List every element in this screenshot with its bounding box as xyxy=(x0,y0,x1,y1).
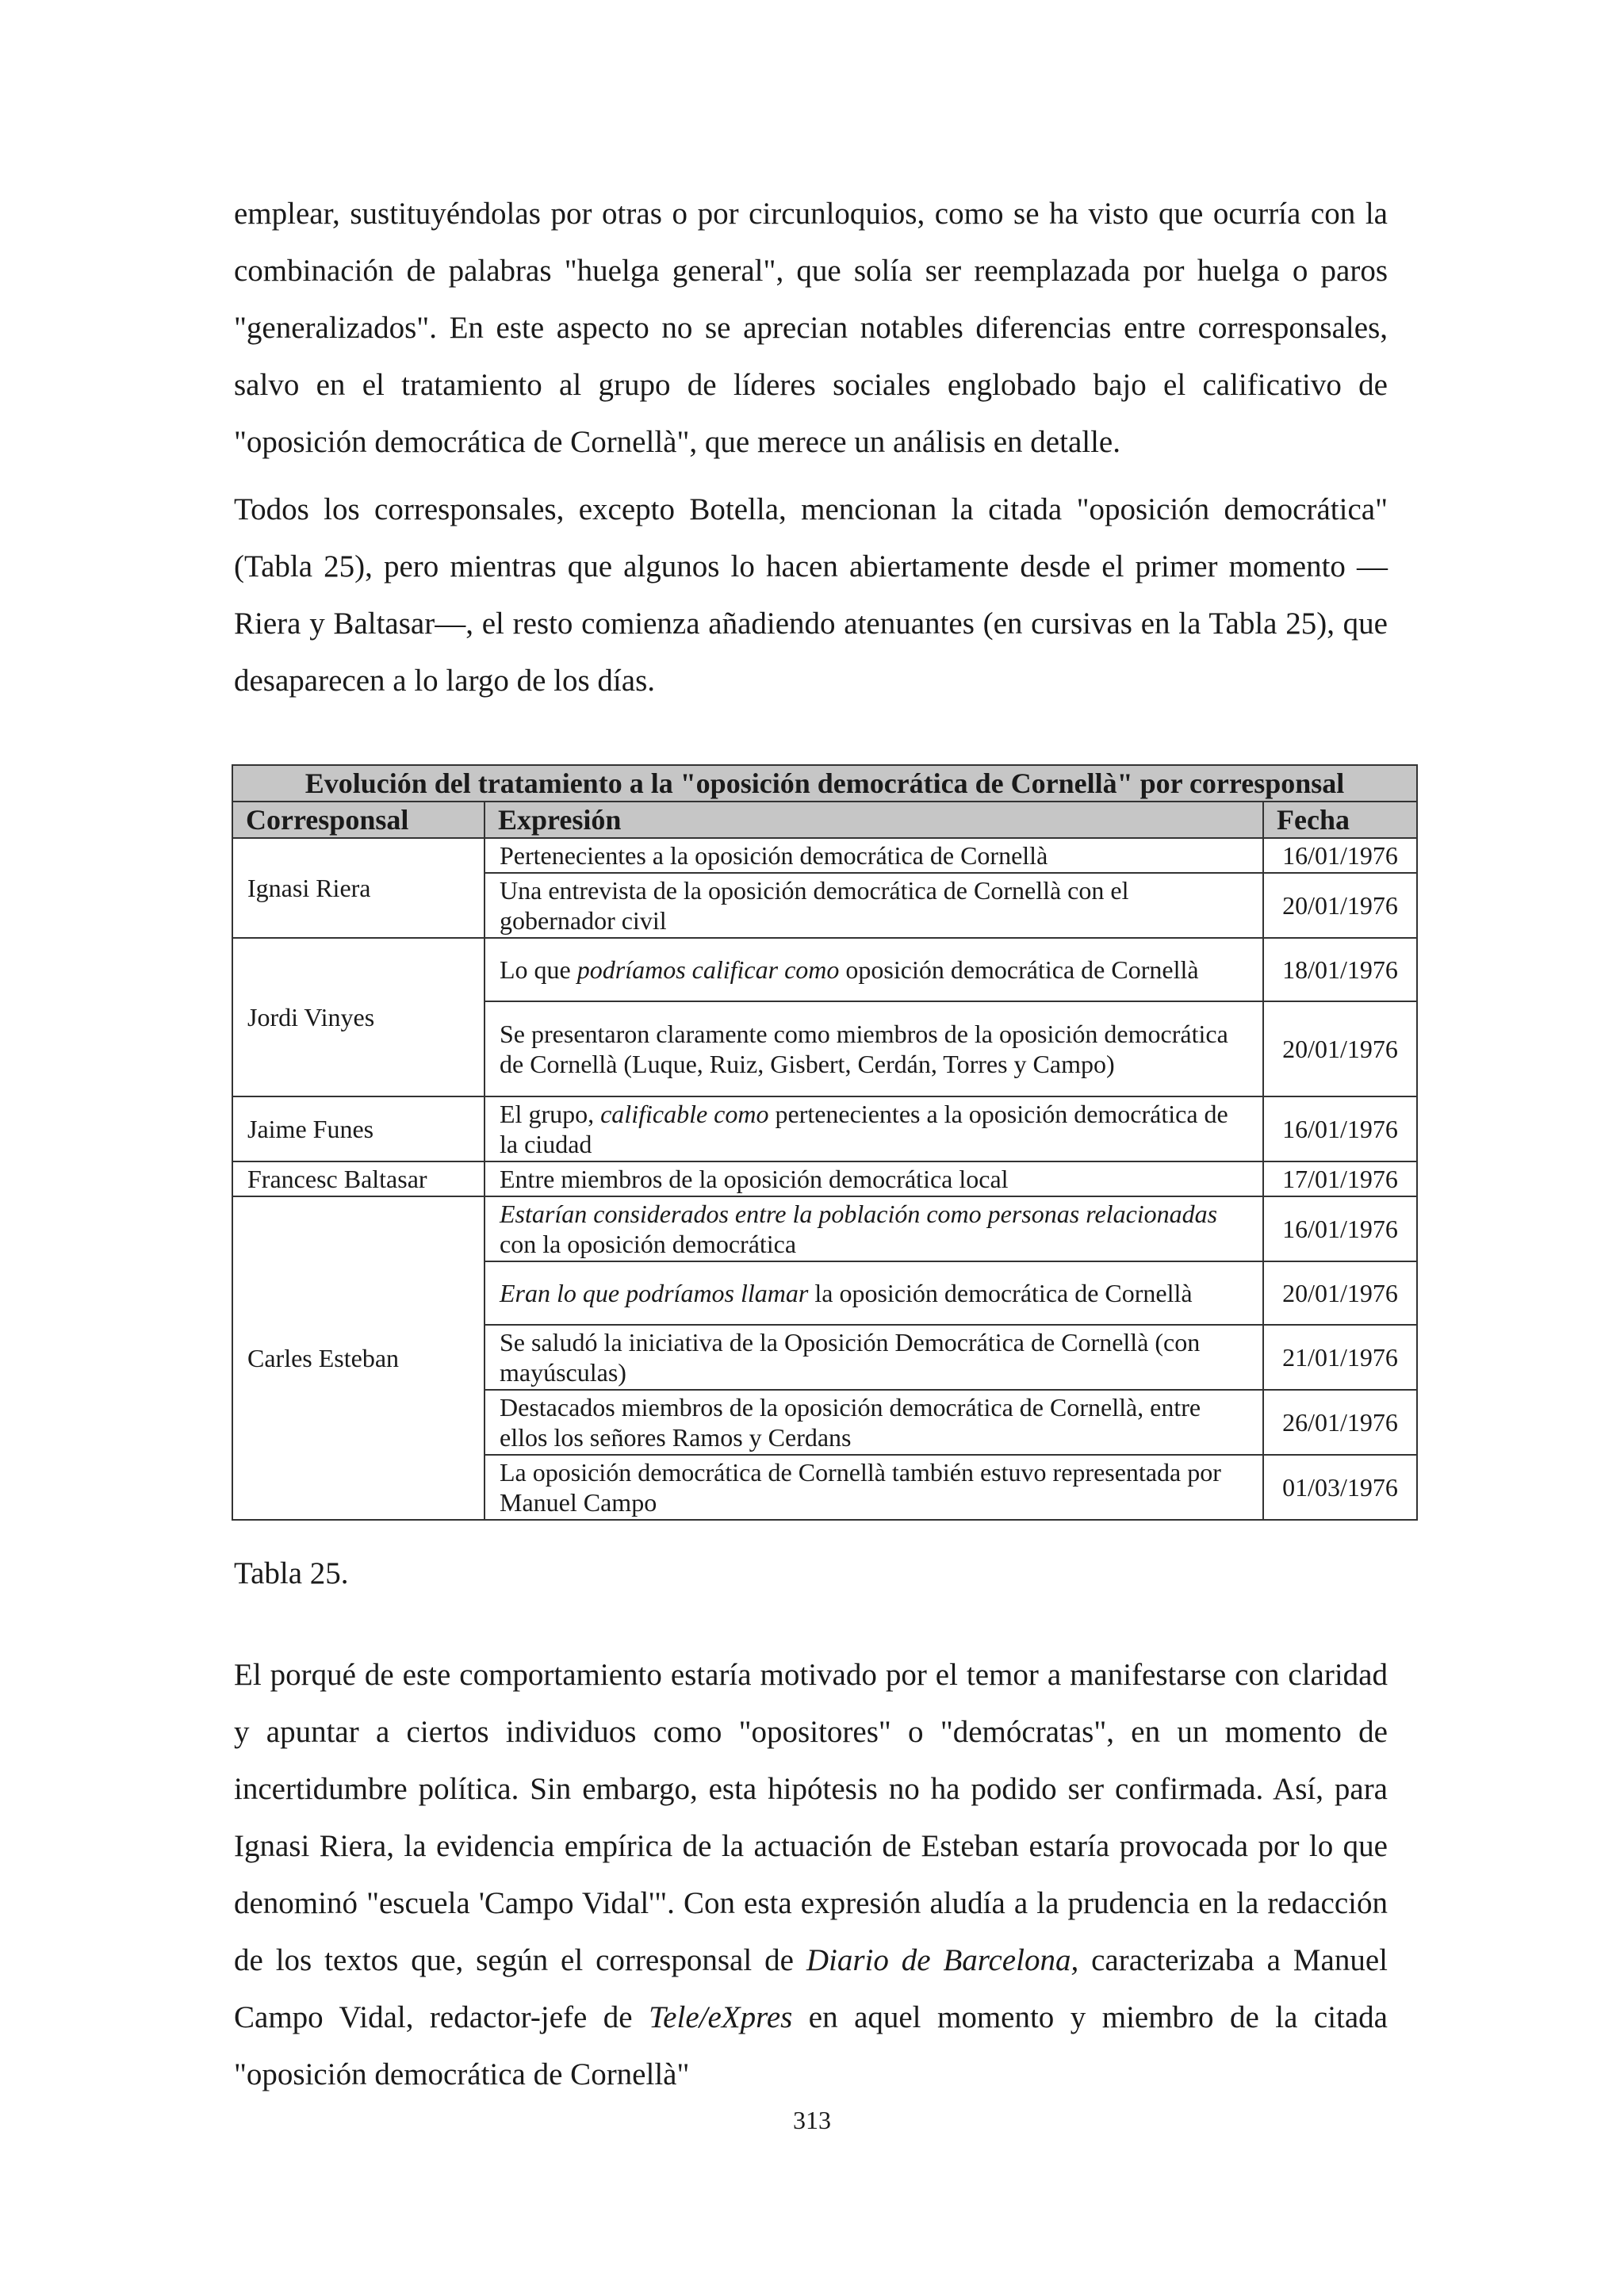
expresion-cell xyxy=(485,838,1263,873)
expresion-text: Destacados miembros de la oposición democrática de Cornellà, entre ellos los señores Ramos y Cerdans xyxy=(500,1393,1201,1452)
expresion-text: La oposición democrática de Cornellà también estuvo representada por Manuel Campo xyxy=(500,1458,1221,1517)
corresponsal-cell: Francesc Baltasar xyxy=(232,1161,485,1196)
header-fecha: Fecha xyxy=(1263,802,1417,838)
expresion-cell xyxy=(485,1390,1263,1455)
fecha-cell: 16/01/1976 xyxy=(1263,838,1417,873)
expresion-cell xyxy=(485,1261,1263,1325)
paragraph-text: en aquel momento y miembro de la citada "oposición democrática de Cornellà" xyxy=(234,2000,1388,2091)
table-row xyxy=(232,1096,1417,1161)
table-caption: Tabla 25. xyxy=(234,1556,349,1590)
expresion-text: con la oposición democrática xyxy=(500,1230,797,1258)
table-row xyxy=(232,838,1417,873)
expresion-text: Se saludó la iniciativa de la Oposición Democrática de Cornellà (con mayúsculas) xyxy=(500,1328,1201,1387)
fecha-cell: 18/01/1976 xyxy=(1263,938,1417,1001)
table-title: Evolución del tratamiento a la "oposición democrática de Cornellà" por corresponsal xyxy=(232,765,1417,802)
table-row xyxy=(232,938,1417,1001)
corresponsal-cell: Carles Esteban xyxy=(232,1196,485,1520)
expresion-cell xyxy=(485,1161,1263,1196)
fecha-cell: 01/03/1976 xyxy=(1263,1455,1417,1520)
fecha-cell: 16/01/1976 xyxy=(1263,1096,1417,1161)
table-25 xyxy=(232,764,1418,1521)
expresion-text: Pertenecientes a la oposición democrática de Cornellà xyxy=(500,841,1048,870)
table-row xyxy=(232,1161,1417,1196)
expresion-cell xyxy=(485,1001,1263,1096)
expresion-text: Se presentaron claramente como miembros de la oposición democrática de Cornellà (Luque, Ruiz, Gisbert, Cerdán, Torres y Campo) xyxy=(500,1020,1228,1078)
fecha-cell: 16/01/1976 xyxy=(1263,1196,1417,1261)
corresponsal-cell: Jordi Vinyes xyxy=(232,938,485,1096)
fecha-cell: 26/01/1976 xyxy=(1263,1390,1417,1455)
fecha-cell: 20/01/1976 xyxy=(1263,1001,1417,1096)
expresion-text: El grupo, xyxy=(500,1100,601,1128)
header-expresion: Expresión xyxy=(485,802,1263,838)
expresion-italic: podríamos calificar como xyxy=(576,955,840,984)
table-header-row xyxy=(232,802,1417,838)
expresion-text: Lo que xyxy=(500,955,577,984)
paragraph-italic-diario: Diario de Barcelona, xyxy=(806,1943,1079,1977)
fecha-cell: 20/01/1976 xyxy=(1263,1261,1417,1325)
evolution-table xyxy=(232,764,1418,1521)
expresion-text: Una entrevista de la oposición democrática de Cornellà con el gobernador civil xyxy=(500,876,1129,935)
body-paragraph-1: emplear, sustituyéndolas por otras o por circunloquios, como se ha visto que ocurría con la combinación de palabras "huelga general", que solía ser reemplazada por huelga o paros "generalizados". En este aspecto no se aprecian notables diferencias entre corresponsales, salvo en el tratamiento al grupo de líderes sociales englobado bajo el calificativo de "oposición democrática de Cornellà", que merece un análisis en detalle. xyxy=(234,197,1388,459)
expresion-italic: Estarían considerados entre la población como personas relacionadas xyxy=(500,1200,1218,1228)
table-title-row xyxy=(232,765,1417,802)
fecha-cell: 20/01/1976 xyxy=(1263,873,1417,938)
corresponsal-cell: Ignasi Riera xyxy=(232,838,485,938)
paragraph-text: caracterizaba a Manuel Campo Vidal, redactor-jefe de xyxy=(234,1943,1388,2034)
expresion-italic: calificable como xyxy=(600,1100,769,1128)
expresion-cell xyxy=(485,1455,1263,1520)
corresponsal-cell: Jaime Funes xyxy=(232,1096,485,1161)
expresion-cell xyxy=(485,1325,1263,1390)
page-number: 313 xyxy=(793,2106,831,2134)
expresion-cell xyxy=(485,873,1263,938)
expresion-cell xyxy=(485,938,1263,1001)
expresion-text: Entre miembros de la oposición democrática local xyxy=(500,1165,1009,1193)
fecha-cell: 17/01/1976 xyxy=(1263,1161,1417,1196)
fecha-cell: 21/01/1976 xyxy=(1263,1325,1417,1390)
expresion-text: la oposición democrática de Cornellà xyxy=(808,1279,1193,1307)
paragraph-text: El porqué de este comportamiento estaría motivado por el temor a manifestarse con claridad y apuntar a ciertos individuos como "opositores" o "demócratas", en un momento de incertidumbre política. Sin embargo, esta hipótesis no ha podido ser confirmada. Así, para Ignasi Riera, la evidencia empírica de la actuación de Esteban estaría provocada por lo que denominó "escuela 'Campo Vidal'". Con esta expresión aludía a la prudencia en la redacción de los textos que, según el corresponsal de xyxy=(234,1658,1388,1977)
body-paragraph-3 xyxy=(234,1647,1388,2103)
paragraph-italic-telexpres: Tele/eXpres xyxy=(649,2000,793,2034)
expresion-cell xyxy=(485,1096,1263,1161)
expresion-text: pertenecientes a la oposición democrática de la ciudad xyxy=(500,1100,1228,1158)
header-corresponsal: Corresponsal xyxy=(232,802,485,838)
table-row xyxy=(232,1196,1417,1261)
expresion-text: oposición democrática de Cornellà xyxy=(839,955,1199,984)
expresion-cell xyxy=(485,1196,1263,1261)
body-paragraph-2: Todos los corresponsales, excepto Botella, mencionan la citada "oposición democrática" (Tabla 25), pero mientras que algunos lo hacen abiertamente desde el primer momento —Riera y Baltasar—, el resto comienza añadiendo atenuantes (en cursivas en la Tabla 25), que desaparecen a lo largo de los días. xyxy=(234,492,1388,698)
expresion-italic: Eran lo que podríamos llamar xyxy=(500,1279,809,1307)
